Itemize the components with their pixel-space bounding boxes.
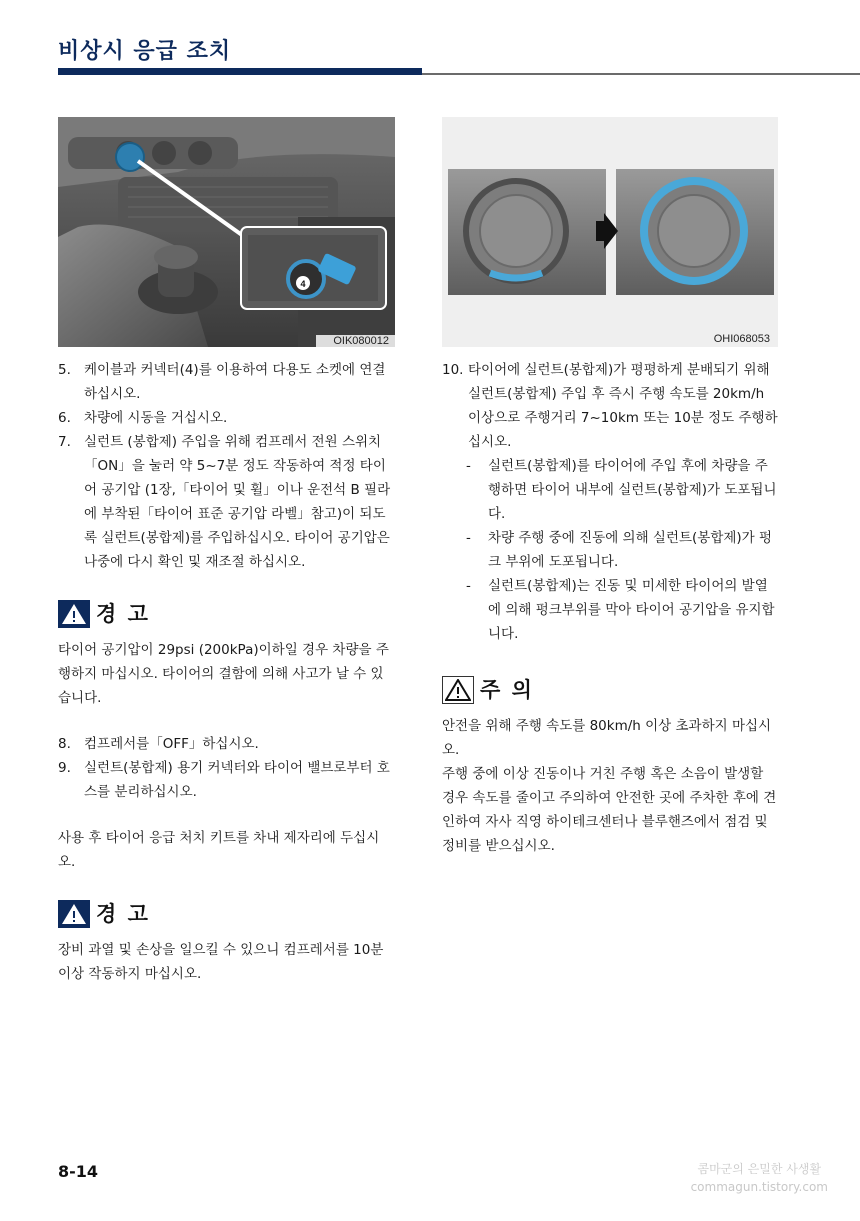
page-number: 8-14 bbox=[58, 1162, 99, 1181]
step-number: 9. bbox=[58, 760, 71, 776]
caution-icon bbox=[442, 676, 474, 704]
watermark-line: 콤마군의 은밀한 사생활 bbox=[697, 1162, 822, 1176]
step-number: 6. bbox=[58, 410, 71, 426]
warning-heading bbox=[58, 600, 396, 628]
caution-text: 안전을 위해 주행 속도를 80km/h 이상 초과하지 마십시오. bbox=[442, 718, 772, 758]
bullet-item bbox=[442, 526, 780, 574]
warning-heading bbox=[58, 900, 396, 928]
watermark-line: commagun.tistory.com bbox=[690, 1180, 828, 1194]
step-item bbox=[442, 358, 780, 454]
figure-code-label: OIK080012 bbox=[333, 335, 389, 347]
warning-title: 경 고 bbox=[96, 902, 150, 926]
bullet-text: 실런트(봉합제)는 진동 및 미세한 타이어의 발열에 의해 펑크부위를 막아 타이어 공기압을 유지합니다. bbox=[488, 578, 775, 642]
step-number: 5. bbox=[58, 362, 71, 378]
right-column bbox=[442, 358, 780, 858]
bullet-item bbox=[442, 454, 780, 526]
caution-heading bbox=[442, 676, 780, 704]
storage-note: 사용 후 타이어 응급 처치 키트를 차내 제자리에 두십시오. bbox=[58, 830, 380, 870]
step-item bbox=[58, 732, 396, 756]
step-item bbox=[58, 756, 396, 804]
dash-marker: - bbox=[466, 578, 471, 594]
left-column bbox=[58, 358, 396, 986]
step-text: 케이블과 커넥터(4)를 이용하여 다용도 소켓에 연결하십시오. bbox=[84, 362, 386, 402]
bullet-text: 실런트(봉합제)를 타이어에 주입 후에 차량을 주행하면 타이어 내부에 실런트(봉합제)가 도포됩니다. bbox=[488, 458, 777, 522]
warning-text: 타이어 공기압이 29psi (200kPa)이하일 경우 차량을 주행하지 마십시오. 타이어의 결함에 의해 사고가 날 수 있습니다. bbox=[58, 642, 389, 706]
dash-marker: - bbox=[466, 458, 471, 474]
caution-title: 주 의 bbox=[480, 678, 534, 702]
step-number: 10. bbox=[442, 362, 464, 378]
step-text: 차량에 시동을 거십시오. bbox=[84, 410, 228, 426]
step-number: 7. bbox=[58, 434, 71, 450]
step-text: 실런트 (봉합제) 주입을 위해 컴프레서 전원 스위치「ON」을 눌러 약 5~7분 정도 작동하여 적정 타이어 공기압 (1장,「타이어 및 휠」이나 운전석 B 필라에 부착된「타이어 표준 공기압 라벨」참고)이 되도록 실런트(봉합제)를 주입하십시오. 타이어 공기압은 나중에 다시 확인 및 재조절 하십시오. bbox=[84, 434, 391, 570]
figure-compressor-socket bbox=[58, 117, 395, 347]
step-number: 8. bbox=[58, 736, 71, 752]
bullet-text: 차량 주행 중에 진동에 의해 실런트(봉합제)가 펑크 부위에 도포됩니다. bbox=[488, 530, 773, 570]
page-header-title: 비상시 응급 조치 bbox=[58, 39, 232, 64]
svg-text:4: 4 bbox=[300, 279, 306, 289]
step-text: 컴프레서를「OFF」하십시오. bbox=[84, 736, 259, 752]
warning-text: 장비 과열 및 손상을 일으킬 수 있으니 컴프레서를 10분 이상 작동하지 마십시오. bbox=[58, 942, 384, 982]
step-text: 타이어에 실런트(봉합제)가 평평하게 분배되기 위해 실런트(봉합제) 주입 후 즉시 주행 속도를 20km/h 이상으로 주행거리 7~10km 또는 10분 정도 주행하십시오. bbox=[468, 362, 778, 450]
watermark bbox=[691, 1160, 828, 1196]
header-rule-thin bbox=[422, 73, 860, 75]
header-rule-thick bbox=[58, 68, 422, 75]
step-item bbox=[58, 406, 396, 430]
bullet-item bbox=[442, 574, 780, 646]
caution-text: 주행 중에 이상 진동이나 거친 주행 혹은 소음이 발생할 경우 속도를 줄이고 주의하여 안전한 곳에 주차한 후에 견인하여 자사 직영 하이테크센터나 블루핸즈에서 점검 및 정비를 받으십시오. bbox=[442, 766, 777, 854]
step-item bbox=[58, 430, 396, 574]
dash-marker: - bbox=[466, 530, 471, 546]
figure-code-label: OHI068053 bbox=[713, 333, 770, 345]
warning-title: 경 고 bbox=[96, 602, 150, 626]
step-item bbox=[58, 358, 396, 406]
warning-icon bbox=[58, 600, 90, 628]
warning-icon bbox=[58, 900, 90, 928]
figure-tire-sealant bbox=[442, 117, 778, 347]
step-text: 실런트(봉합제) 용기 커넥터와 타이어 밸브로부터 호스를 분리하십시오. bbox=[84, 760, 390, 800]
